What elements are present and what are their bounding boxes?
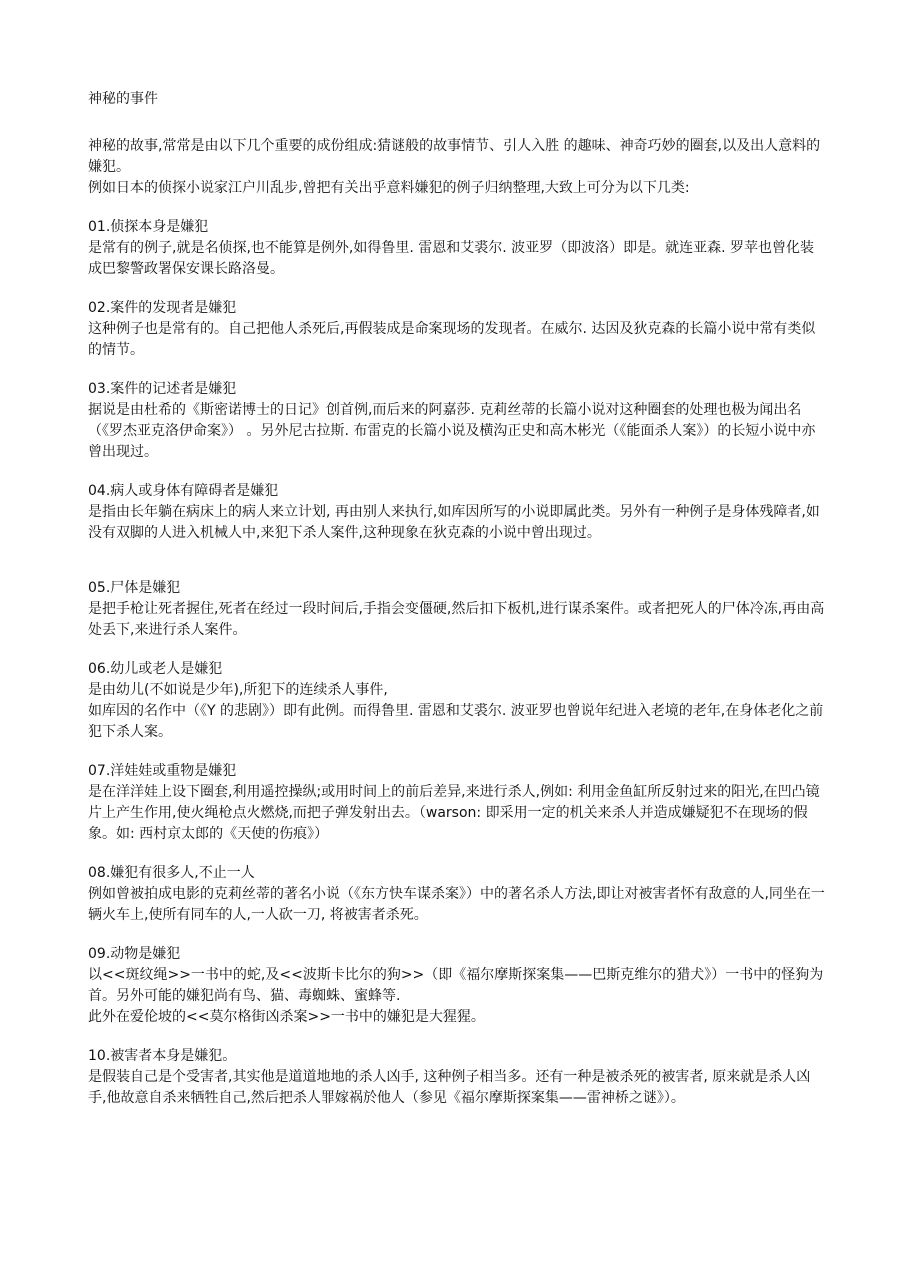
section-heading: 05.尸体是嫌犯: [88, 580, 181, 596]
section-text: 是假装自己是个受害者,其实他是道道地地的杀人凶手, 这种例子相当多。还有一种是被杀死的被害者, 原来就是杀人凶手,他故意自杀来牺牲自己,然后把杀人罪嫁祸於他人（参见《福尔摩斯探案集——雷神桥之谜》）。: [88, 1069, 811, 1106]
section-heading: 09.动物是嫌犯: [88, 946, 181, 962]
section-04: [88, 481, 826, 544]
section-text: 是指由长年躺在病床上的病人来立计划, 再由别人来执行,如库因所写的小说即属此类。另外有一种例子是身体残障者,如没有双脚的人进入机械人中,来犯下杀人案件,这种现象在狄克森的小说中曾出现过。: [88, 504, 820, 541]
document-title: 神秘的事件: [88, 91, 158, 107]
section-heading: 01.侦探本身是嫌犯: [88, 219, 209, 235]
section-heading: 06.幼儿或老人是嫌犯: [88, 661, 223, 677]
section-05: [88, 578, 826, 641]
section-text: 以<<斑纹绳>>一书中的蛇,及<<波斯卡比尔的狗>>（即《福尔摩斯探案集——巴斯克维尔的猎犬》）一书中的怪狗为首。另外可能的嫌犯尚有鸟、猫、毒蜘蛛、蜜蜂等.: [88, 967, 824, 1004]
document-page: [88, 88, 826, 1127]
section-06: [88, 659, 826, 743]
section-heading: 03.案件的记述者是嫌犯: [88, 381, 237, 397]
section-text: 是在洋洋娃上设下圈套,利用遥控操纵;或用时间上的前后差异,来进行杀人,例如: 利用金鱼缸所反射过来的阳光,在凹凸镜片上产生作用,使火绳枪点火燃烧,而把子弹发射出去。（warson: 即采用一定的机关来杀人并造成嫌疑犯不在现场的假象。如: 西村京太郎的《天使的伤痕》）: [88, 784, 820, 842]
section-heading: 10.被害者本身是嫌犯。: [88, 1048, 237, 1064]
intro-paragraph: 神秘的故事,常常是由以下几个重要的成份组成:猜谜般的故事情节、引人入胜 的趣味、神奇巧妙的圈套,以及出人意料的嫌犯。: [88, 138, 821, 175]
section-text: 例如曾被拍成电影的克莉丝蒂的著名小说（《东方快车谋杀案》）中的著名杀人方法,即让对被害者怀有敌意的人,同坐在一辆火车上,使所有同车的人,一人砍一刀, 将被害者杀死。: [88, 886, 825, 923]
section-09: [88, 944, 826, 1028]
section-10: [88, 1046, 826, 1109]
section-03: [88, 379, 826, 463]
section-08: [88, 863, 826, 926]
section-text: 此外在爱伦坡的<<莫尔格街凶杀案>>一书中的嫌犯是大猩猩。: [88, 1009, 485, 1025]
section-heading: 04.病人或身体有障碍者是嫌犯: [88, 483, 279, 499]
section-heading: 08.嫌犯有很多人,不止一人: [88, 865, 255, 881]
intro-paragraph: 例如日本的侦探小说家江户川乱步,曾把有关出乎意料嫌犯的例子归纳整理,大致上可分为以下几类:: [88, 180, 690, 196]
section-text: 这种例子也是常有的。自己把他人杀死后,再假装成是命案现场的发现者。在威尔. 达因及狄克森的长篇小说中常有类似的情节。: [88, 321, 816, 358]
intro-block: [88, 136, 826, 199]
section-text: 是把手枪让死者握住,死者在经过一段时间后,手指会变僵硬,然后扣下板机,进行谋杀案件。或者把死人的尸体冷冻,再由高处丢下,来进行杀人案件。: [88, 601, 825, 638]
section-01: [88, 217, 826, 280]
section-text: 是由幼儿(不如说是少年),所犯下的连续杀人事件,: [88, 682, 388, 698]
section-07: [88, 761, 826, 845]
section-text: 如库因的名作中（《Y 的悲剧》）即有此例。而得鲁里. 雷恩和艾裘尔. 波亚罗也曾说年纪进入老境的老年,在身体老化之前犯下杀人案。: [88, 703, 824, 740]
section-text: 是常有的例子,就是名侦探,也不能算是例外,如得鲁里. 雷恩和艾裘尔. 波亚罗（即波洛）即是。就连亚森. 罗苹也曾化装成巴黎警政署保安课长路洛曼。: [88, 240, 815, 277]
section-text: 据说是由杜希的《斯密诺博士的日记》创首例,而后来的阿嘉莎. 克莉丝蒂的长篇小说对这种圈套的处理也极为闻出名（《罗杰亚克洛伊命案》） 。另外尼古拉斯. 布雷克的长篇小说及横沟正史和高木彬光（《能面杀人案》）的长短小说中亦曾出现过。: [88, 402, 816, 460]
section-02: [88, 298, 826, 361]
section-heading: 02.案件的发现者是嫌犯: [88, 300, 237, 316]
section-heading: 07.洋娃娃或重物是嫌犯: [88, 763, 237, 779]
